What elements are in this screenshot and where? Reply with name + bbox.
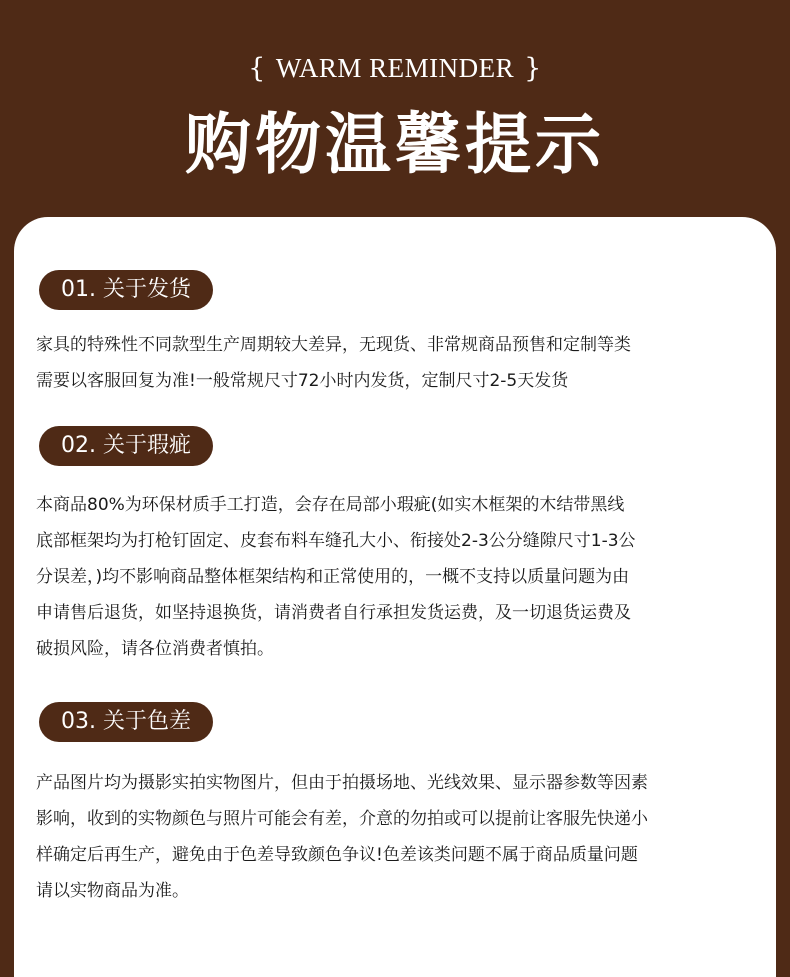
text-line: 产品图片均为摄影实拍实物图片，但由于拍摄场地、光线效果、显示器参数等因素 (36, 773, 648, 793)
text-line: 样确定后再生产，避免由于色差导致颜色争议!色差该类问题不属于商品质量问题 (36, 845, 638, 865)
text-line: 请以实物商品为准。 (36, 881, 189, 901)
text-line: 本商品80%为环保材质手工打造，会存在局部小瑕疵(如实木框架的木结带黑线 (36, 495, 625, 515)
text-line: 底部框架均为打枪钉固定、皮套布料车缝孔大小、衔接处2-3公分缝隙尺寸1-3公 (36, 531, 636, 551)
section-label-color-difference: 03. 关于色差 (39, 702, 213, 742)
page-title: 购物温馨提示 (185, 106, 605, 183)
left-brace: { (248, 53, 266, 84)
text-line: 家具的特殊性不同款型生产周期较大差异，无现货、非常规商品预售和定制等类 (36, 335, 631, 355)
text-line: 影响，收到的实物颜色与照片可能会有差，介意的勿拍或可以提前让客服先快递小 (36, 809, 648, 829)
header-banner (0, 0, 790, 230)
section-label-shipping: 01. 关于发货 (39, 270, 213, 310)
text-line: 需要以客服回复为准!一般常规尺寸72小时内发货，定制尺寸2-5天发货 (36, 371, 569, 391)
section-text-defects (36, 487, 756, 667)
content-card (14, 217, 776, 977)
text-line: 破损风险，请各位消费者慎拍。 (36, 639, 274, 659)
section-text-shipping (36, 327, 756, 399)
right-brace: } (524, 53, 542, 84)
text-line: 分误差，)均不影响商品整体框架结构和正常使用的，一概不支持以质量问题为由 (36, 567, 630, 587)
subtitle-text: WARM REMINDER (275, 53, 515, 83)
section-text-color-difference (36, 765, 756, 909)
text-line: 申请售后退货，如坚持退换货，请消费者自行承担发货运费，及一切退货运费及 (36, 603, 631, 623)
subtitle (0, 48, 790, 89)
section-label-defects: 02. 关于瑕疵 (39, 426, 213, 466)
